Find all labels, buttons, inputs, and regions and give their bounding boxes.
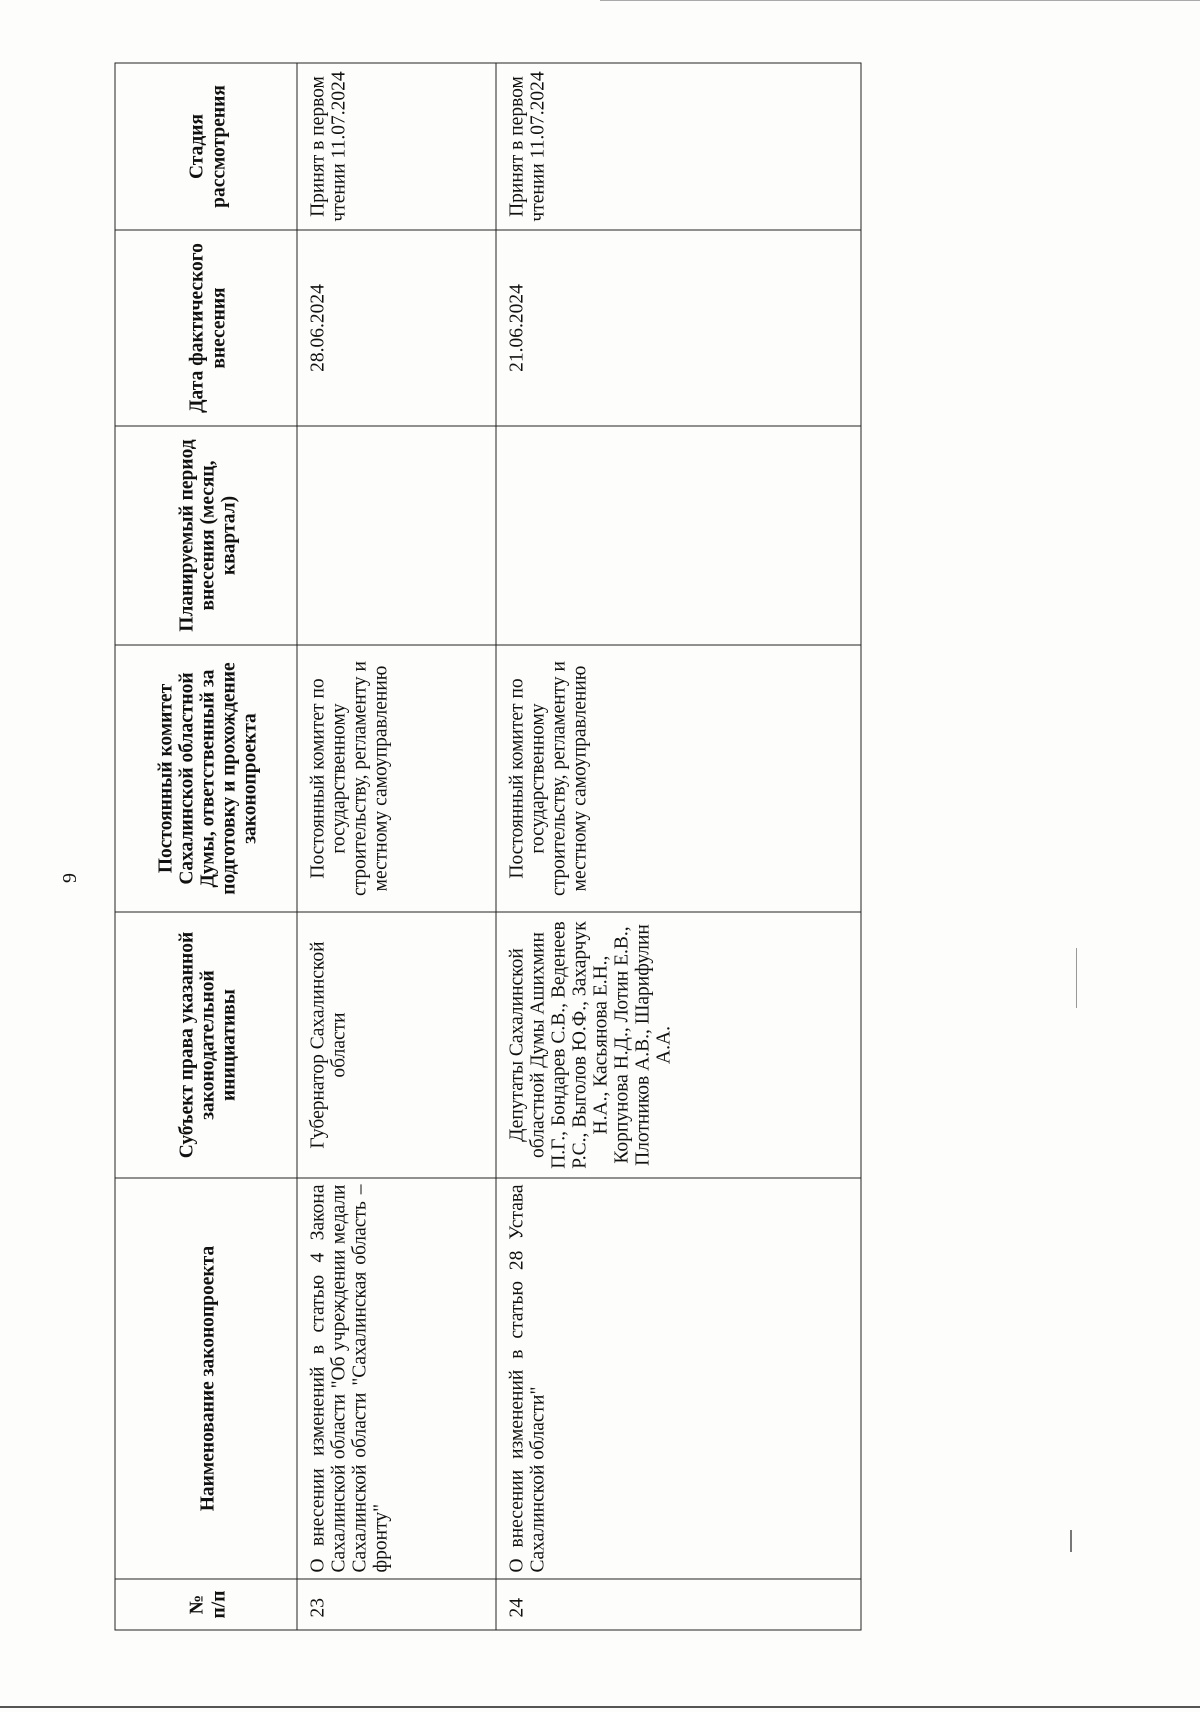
table-row [496,63,861,1630]
table-row [297,63,496,1630]
row-planned [297,426,496,645]
scan-artifact-line [600,0,1200,1]
row-subject: Депутаты Сахалинской областной Думы Ашихмин П.Г., Бондарев С.В., Веденеев Р.С., Выголов Ю.Ф., Захарчук Н.А., Касьянова Е.Н., Корпунова Н.Д., Лотин Е.В., Плотников А.В., Шарифулин А.А. [496,912,861,1178]
row-name: О внесении изменений в статью 28 Устава Сахалинской области" [496,1178,861,1579]
bill-table-container [114,63,860,1630]
scan-artifact-line [0,1706,1200,1708]
row-stage: Принят в первом чтении 11.07.2024 [297,63,496,230]
header-name: Наименование законопроекта [115,1178,297,1579]
scan-artifact-line [1076,948,1077,1008]
header-planned: Планируемый период внесения (месяц, квартал) [115,426,297,645]
header-stage: Стадия рассмотрения [115,63,297,230]
row-committee: Постоянный комитет по государственному строительству, регламенту и местному самоуправлению [297,645,496,912]
rotated-table [114,63,860,1630]
header-actual: Дата фактического внесения [115,230,297,426]
row-committee: Постоянный комитет по государственному строительству, регламенту и местному самоуправлению [496,645,861,912]
header-subject: Субъект права указанной законодательной инициативы [115,912,297,1178]
row-stage: Принят в первом чтении 11.07.2024 [496,63,861,230]
header-committee: Постоянный комитет Сахалинской областной Думы, ответственный за подготовку и прохождение законопроекта [115,645,297,912]
bill-table [114,62,861,1630]
table-header-row [115,63,297,1630]
row-num: 23 [297,1579,496,1630]
scan-artifact-line [1070,1530,1072,1552]
row-actual: 21.06.2024 [496,230,861,426]
row-subject: Губернатор Сахалинской области [297,912,496,1178]
row-planned [496,426,861,645]
row-name: О внесении изменений в статью 4 Закона Сахалинской области "Об учреждении медали Сахалинской области "Сахалинская область – фронту" [297,1178,496,1579]
row-num: 24 [496,1579,861,1630]
header-num: № п/п [115,1579,297,1630]
row-actual: 28.06.2024 [297,230,496,426]
page-number: 9 [59,873,81,883]
